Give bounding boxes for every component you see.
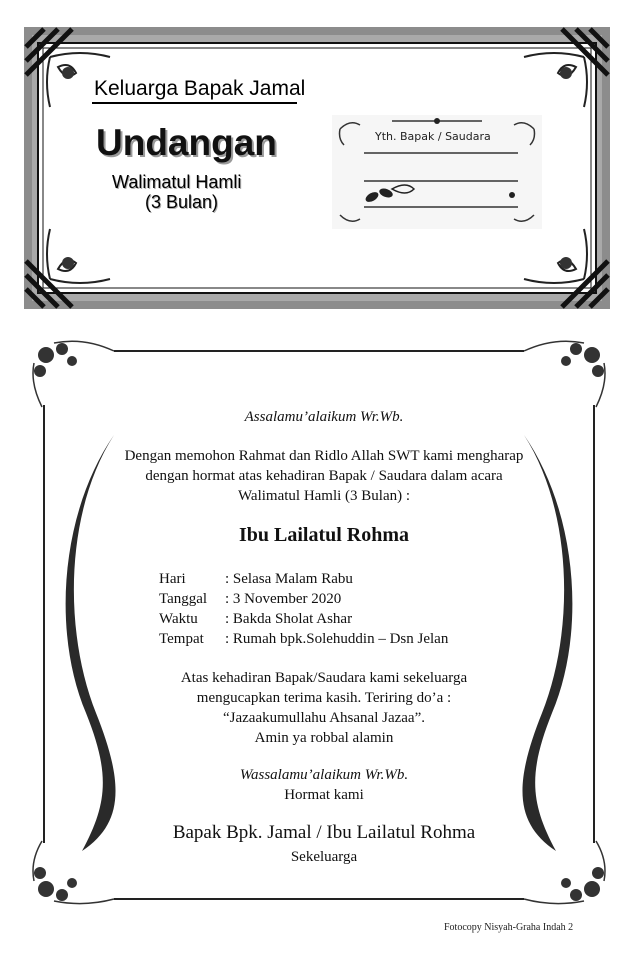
envelope-event-line1: Walimatul Hamli (112, 172, 242, 192)
intro-line: Walimatul Hamli (3 Bulan) : (237, 488, 411, 504)
detail-value: : Selasa Malam Rabu (225, 571, 353, 587)
detail-row (159, 569, 353, 589)
address-label: Yth. Bapak / Saudara (375, 130, 491, 143)
footer-credit: Fotocopy Nisyah-Graha Indah 2 (444, 922, 574, 933)
sender-note: Sekeluarga (290, 849, 358, 865)
detail-value: : Rumah bpk.Solehuddin – Dsn Jelan (225, 631, 449, 647)
closing-line: “Jazaakumullahu Ahsanal Jazaa”. (223, 710, 425, 726)
envelope-family-name: Keluarga Bapak Jamal (94, 77, 306, 100)
detail-label: Hari (159, 571, 186, 587)
closing-line: Atas kehadiran Bapak/Saudara kami sekeluarga (180, 670, 468, 686)
detail-label: Waktu (159, 611, 198, 627)
honoree-name: Ibu Lailatul Rohma (238, 524, 410, 546)
sender-name: Bapak Bpk. Jamal / Ibu Lailatul Rohma (172, 822, 476, 843)
farewell: Wassalamu’alaikum Wr.Wb. (239, 767, 409, 783)
envelope-family-underline (92, 102, 297, 104)
invitation-card (24, 333, 614, 911)
envelope-card (24, 27, 610, 309)
closing-line: Amin ya robbal alamin (254, 730, 394, 746)
intro-line: dengan hormat atas kehadiran Bapak / Saudara dalam acara (145, 468, 503, 484)
intro-line: Dengan memohon Rahmat dan Ridlo Allah SWT kami mengharap (124, 448, 524, 464)
detail-row (159, 589, 341, 609)
detail-value: : 3 November 2020 (225, 591, 342, 607)
detail-label: Tanggal (159, 591, 208, 607)
detail-row (159, 629, 448, 649)
regards: Hormat kami (284, 787, 364, 803)
envelope-title: Undangan (96, 122, 277, 163)
envelope-event-line2: (3 Bulan) (145, 192, 219, 212)
detail-row (159, 609, 352, 629)
closing-line: mengucapkan terima kasih. Teriring do’a : (196, 690, 452, 706)
greeting: Assalamu’alaikum Wr.Wb. (244, 409, 404, 425)
detail-value: : Bakda Sholat Ashar (225, 611, 353, 627)
detail-label: Tempat (159, 631, 204, 647)
